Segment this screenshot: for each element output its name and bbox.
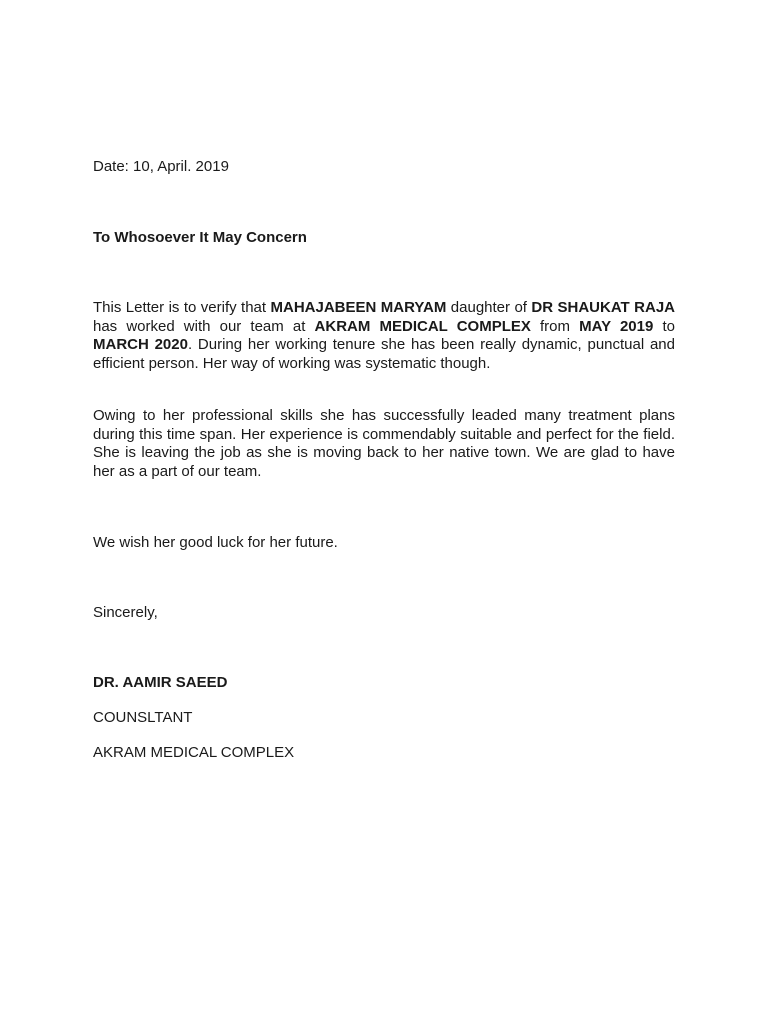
letter-subject: To Whosoever It May Concern — [93, 229, 307, 246]
body-paragraph-verification — [93, 299, 675, 373]
end-date: MARCH 2020 — [93, 336, 188, 353]
employer-name: AKRAM MEDICAL COMPLEX — [314, 317, 531, 335]
para1-text-5: to — [653, 317, 675, 335]
para1-text-2: daughter of — [446, 299, 532, 316]
para1-text-4: from — [530, 317, 580, 335]
para1-text-6: . During her working tenure she has been really dynamic, punctual and efficient person. Her way of working was systematic though. — [93, 336, 675, 372]
signer-title: COUNSLTANT — [93, 709, 193, 726]
employee-name: MAHAJABEEN MARYAM — [270, 299, 447, 316]
good-wishes-line: We wish her good luck for her future. — [93, 534, 338, 551]
letter-closing: Sincerely, — [93, 604, 158, 621]
parent-name: DR SHAUKAT RAJA — [531, 299, 675, 316]
para1-text-3: has worked with our team at — [93, 317, 315, 335]
body-paragraph-skills: Owing to her professional skills she has successfully leaded many treatment plans during this time span. Her experience is commendably suitable and perfect for the field. She is leaving the job as she is moving back to her native town. We are glad to have her as a part of our team. — [93, 407, 675, 480]
signer-name: DR. AAMIR SAEED — [93, 674, 228, 691]
start-date: MAY 2019 — [579, 317, 654, 335]
letter-date: Date: 10, April. 2019 — [93, 158, 229, 175]
signer-organization: AKRAM MEDICAL COMPLEX — [93, 744, 295, 761]
para1-text-1: This Letter is to verify that — [93, 299, 271, 316]
